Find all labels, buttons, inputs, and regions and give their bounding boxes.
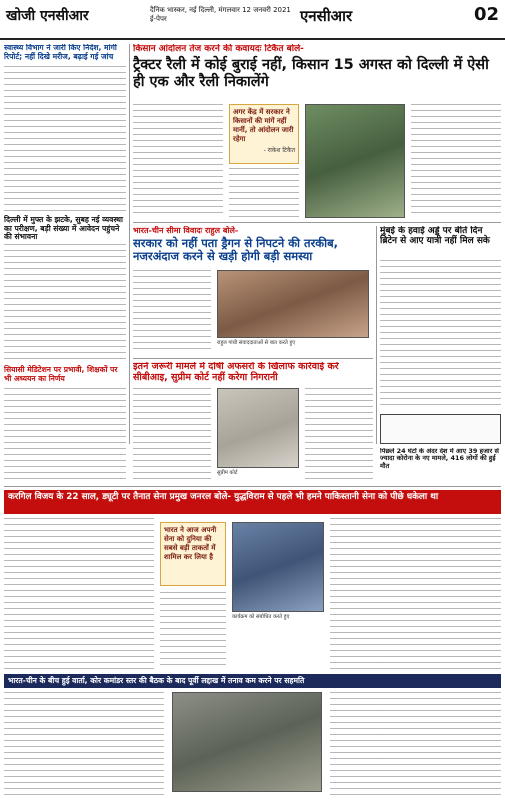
banner-headline: करगिल विजय के 22 साल, ड्यूटी पर तैनात सेना प्रमुख जनरल बोले- युद्धविराम से पहले भी हमने पाकिस्तानी सेना को पीछे धकेला था	[4, 490, 501, 514]
bottom-story	[4, 692, 501, 796]
banner-photo	[232, 522, 324, 612]
lead-story	[133, 44, 501, 220]
lead-headline: ट्रैक्टर रैली में कोई बुराई नहीं, किसान 15 अगस्त को दिल्ली में ऐसी ही एक और रैली निकालेंगे	[133, 57, 489, 91]
left-filler	[4, 448, 126, 482]
left-column	[4, 44, 126, 444]
paper-date: दैनिक भास्कर, नई दिल्ली, मंगलवार 12 जनवरी 2021	[150, 6, 291, 14]
section-divider	[133, 358, 373, 359]
lead-body-col1	[133, 104, 223, 218]
lead-body-col3	[411, 104, 501, 218]
covid-story	[380, 448, 501, 484]
rahul-body-col1	[133, 270, 211, 354]
section-divider	[4, 486, 501, 487]
paper-logo: खोजी एनसीआर	[6, 8, 89, 24]
rahul-photo-caption: राहुल गांधी संवाददाताओं से बात करते हुए	[217, 340, 296, 346]
section-divider	[133, 222, 501, 223]
lead-quote-text: अगर केंद्र में सरकार ने किसानों की मांगें नहीं मानीं, तो आंदोलन जारी रहेगा	[233, 108, 294, 143]
left-story3-headline: सियासी मेडिटेशन पर प्रभावी, शिक्षकों पर भी अध्ययन का निर्णय	[4, 365, 118, 383]
masthead	[0, 0, 505, 40]
banner-story	[4, 518, 501, 670]
side-story-headline: मुंबई के हवाई अड्डे पर बीते दिन ब्रिटेन से आए यात्री नहीं मिल सके	[380, 226, 490, 247]
left-story2-body	[4, 244, 126, 362]
sc-photo-caption: सुप्रीम कोर्ट	[217, 470, 238, 476]
advertisement-box	[380, 414, 501, 444]
lead-photo	[305, 104, 405, 218]
bottom-photo	[172, 692, 322, 792]
side-story-body	[380, 260, 501, 410]
paper-edition: ई-पेपर	[150, 15, 167, 23]
banner-body-col1	[4, 518, 154, 670]
side-story	[380, 226, 501, 444]
lead-quote-box	[229, 104, 299, 164]
lead-kicker: किसान आंदोलन तेज करने की कवायदः टिकैत बोले-	[133, 44, 304, 54]
banner-quote-text: भारत ने आज अपनी सेना को दुनिया की सबसे बड़ी ताकतों में शामिल कर लिया है	[164, 526, 217, 561]
lead-quote-author: - राकेश टिकैत	[263, 147, 295, 154]
banner-body-col3	[330, 518, 501, 670]
bottom-body-col2	[330, 692, 501, 796]
bottom-headline: भारत-चीन के बीच हुई वार्ता, कोर कमांडर स्तर की बैठक के बाद पूर्वी लद्दाख में तनाव कम करने पर सहमति	[4, 674, 501, 688]
sc-body-col2	[305, 388, 373, 482]
left-story1-headline: स्वास्थ्य विभाग ने जारी किए निर्देश, मांगी रिपोर्ट; नहीं दिखे मरीज, बढ़ाई गई जांच	[4, 44, 117, 61]
sc-body-col1	[133, 388, 211, 482]
sc-photo	[217, 388, 299, 468]
rahul-headline: सरकार को नहीं पता ड्रैगन से निपटने की तरकीब, नजरअंदाज करने से खड़ी होगी बड़ी समस्या	[133, 236, 339, 264]
bottom-body-col1	[4, 692, 164, 796]
sc-story	[133, 362, 373, 482]
banner-photo-caption: कार्यक्रम को संबोधित करते हुए	[232, 614, 290, 620]
paper-info	[150, 6, 291, 24]
rahul-story	[133, 226, 373, 354]
lead-body-col2	[229, 168, 299, 218]
rahul-kicker: भारत-चीन सीमा विवादः राहुल बोले-	[133, 226, 239, 235]
page-number: 02	[473, 4, 499, 25]
column-divider	[376, 226, 377, 444]
covid-headline: पिछले 24 घंटों के अंदर देश में आए 39 हजार से ज्यादा कोरोना के नए मामले, 416 लोगों की हुई मौत	[380, 448, 499, 470]
left-story2-headline: दिल्ली में मुफ्त के झटके, सुबह नई व्यवस्था का परीक्षण, बड़ी संख्या में आवेदन पहुंचने की संभावना	[4, 215, 123, 242]
left-story3-body	[4, 388, 126, 444]
column-divider	[129, 44, 130, 444]
sc-headline: इतने जरूरी मामले में दोषी अफसरों के खिलाफ कार्रवाई करें सीबीआइ, सुप्रीम कोर्ट नहीं करेगा निगरानी	[133, 362, 339, 383]
banner-quote-box	[160, 522, 226, 586]
rahul-photo	[217, 270, 369, 338]
banner-body-col2	[160, 592, 226, 670]
left-story1-body	[4, 66, 126, 211]
section-title: एनसीआर	[300, 7, 353, 25]
